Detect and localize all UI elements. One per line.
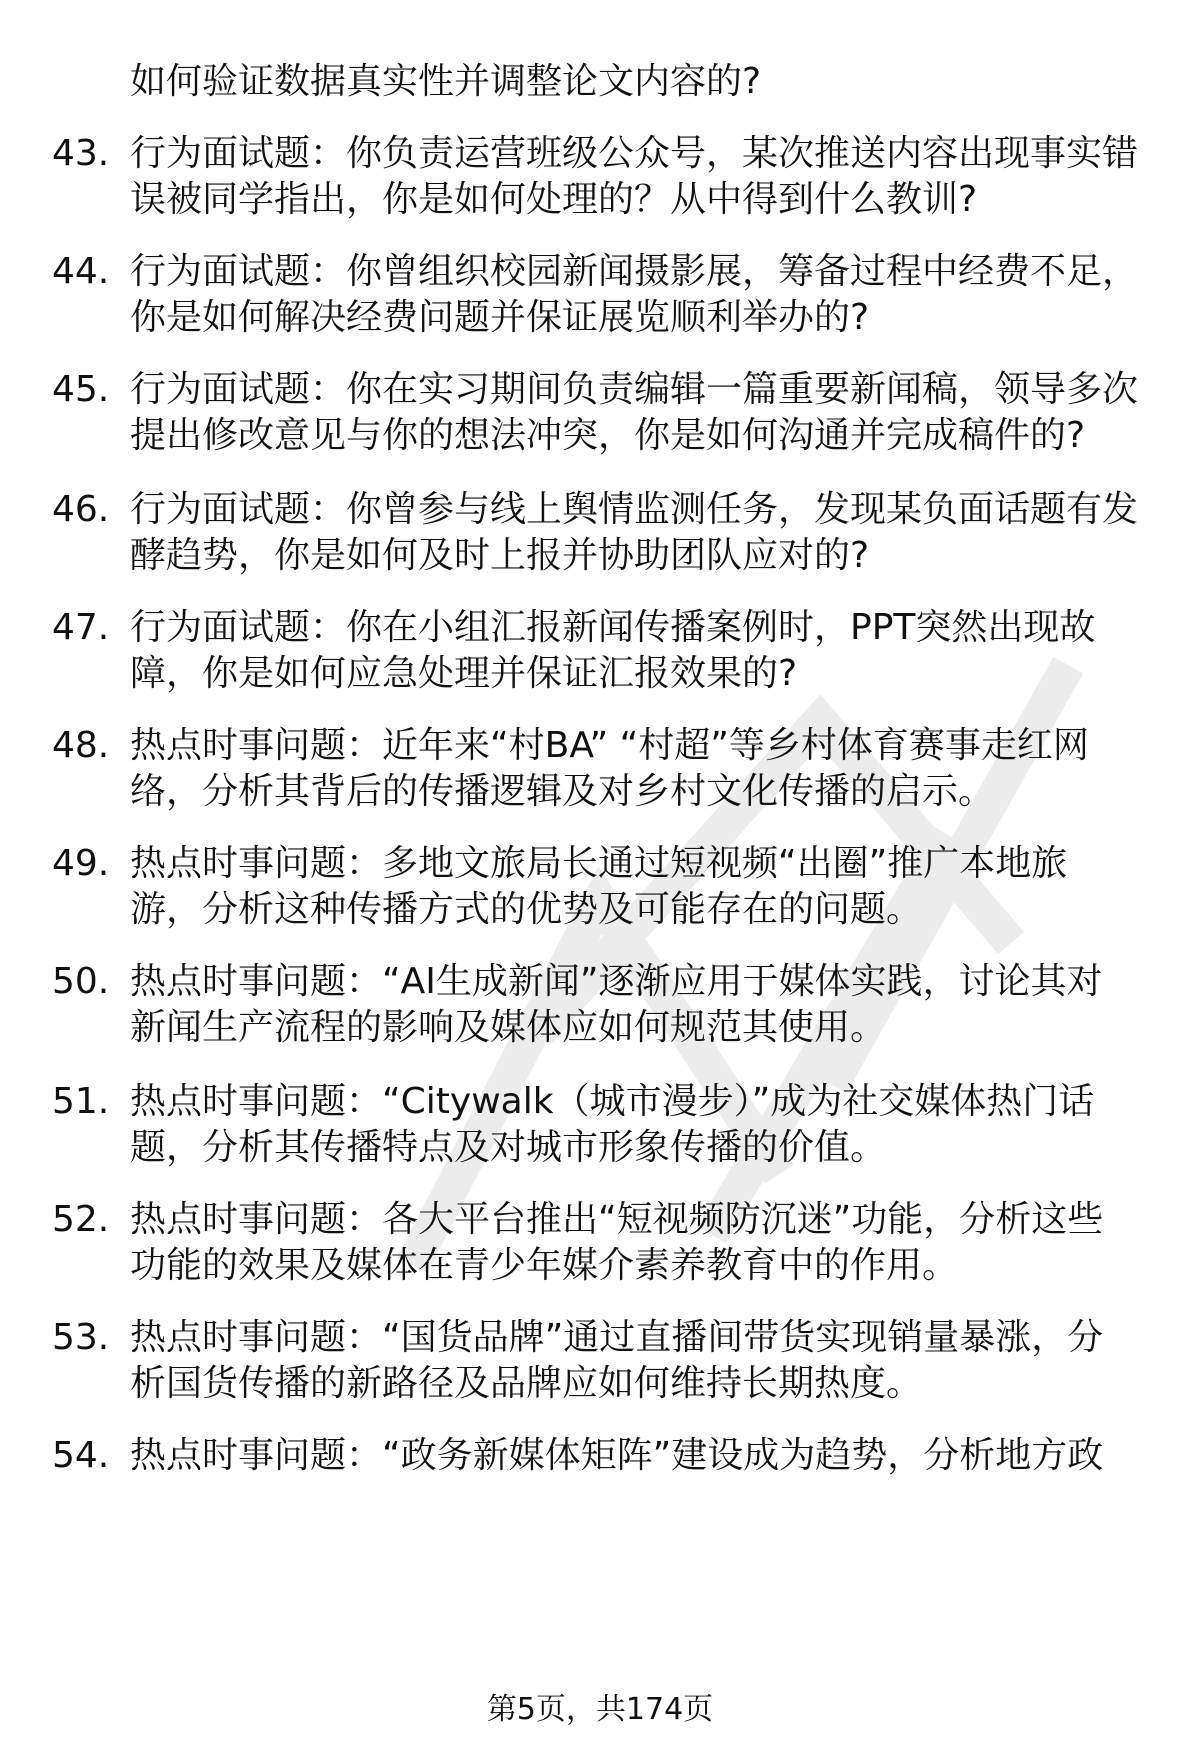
item-text-line-1: 行为面试题：你负责运营班级公众号，某次推送内容出现事实错 [130, 133, 1139, 174]
item-number: 50. [52, 961, 110, 1002]
item-text-line-2: 络，分析其背后的传播逻辑及对乡村文化传播的启示。 [130, 771, 995, 812]
item-text-line-2: 提出修改意见与你的想法冲突，你是如何沟通并完成稿件的? [130, 415, 1086, 456]
item-text-line-1: 行为面试题：你在小组汇报新闻传播案例时，PPT突然出现故 [130, 607, 1096, 648]
item-number: 45. [52, 369, 110, 410]
item-text-line-2: 酵趋势，你是如何及时上报并协助团队应对的? [130, 535, 870, 576]
item-text-line-1: 热点时事问题：“AI生成新闻”逐渐应用于媒体实践，讨论其对 [130, 961, 1103, 1002]
item-number: 53. [52, 1317, 110, 1358]
item-text-line-1: 热点时事问题：“Citywalk（城市漫步）”成为社交媒体热门话 [130, 1081, 1095, 1122]
continuation-text: 如何验证数据真实性并调整论文内容的? [130, 61, 762, 102]
item-text-line-1: 热点时事问题：各大平台推出“短视频防沉迷”功能，分析这些 [130, 1199, 1104, 1240]
item-number: 51. [52, 1081, 110, 1122]
item-text-line-1: 热点时事问题：多地文旅局长通过短视频“出圈”推广本地旅 [130, 843, 1068, 884]
item-text-line-2: 游，分析这种传播方式的优势及可能存在的问题。 [130, 889, 923, 930]
item-number: 54. [52, 1435, 110, 1476]
item-text-line-2: 题，分析其传播特点及对城市形象传播的价值。 [130, 1127, 887, 1168]
item-number: 47. [52, 607, 110, 648]
item-text-line-1: 行为面试题：你曾参与线上舆情监测任务，发现某负面话题有发 [130, 489, 1139, 530]
page-footer: 第5页，共174页 [486, 1692, 714, 1727]
item-text-line-2: 你是如何解决经费问题并保证展览顺利举办的? [130, 297, 870, 338]
item-text-line-1: 热点时事问题：“国货品牌”通过直播间带货实现销量暴涨，分 [130, 1317, 1104, 1358]
item-text-line-1: 热点时事问题：“政务新媒体矩阵”建设成为趋势，分析地方政 [130, 1435, 1104, 1476]
item-number: 48. [52, 725, 110, 766]
item-text-line-2: 功能的效果及媒体在青少年媒介素养教育中的作用。 [130, 1245, 959, 1286]
item-number: 52. [52, 1199, 110, 1240]
item-text-line-1: 行为面试题：你曾组织校园新闻摄影展，筹备过程中经费不足， [130, 251, 1139, 292]
item-text-line-2: 误被同学指出，你是如何处理的？从中得到什么教训? [130, 179, 978, 220]
item-text-line-2: 障，你是如何应急处理并保证汇报效果的? [130, 653, 798, 694]
item-text-line-2: 析国货传播的新路径及品牌应如何维持长期热度。 [130, 1363, 923, 1404]
item-number: 44. [52, 251, 110, 292]
item-number: 46. [52, 489, 110, 530]
watermark-graphic [300, 600, 1100, 1300]
item-number: 43. [52, 133, 110, 174]
item-text-line-2: 新闻生产流程的影响及媒体应如何规范其使用。 [130, 1007, 887, 1048]
item-text-line-1: 行为面试题：你在实习期间负责编辑一篇重要新闻稿，领导多次 [130, 369, 1139, 410]
item-text-line-1: 热点时事问题：近年来“村BA” “村超”等乡村体育赛事走红网 [130, 725, 1089, 766]
item-number: 49. [52, 843, 110, 884]
